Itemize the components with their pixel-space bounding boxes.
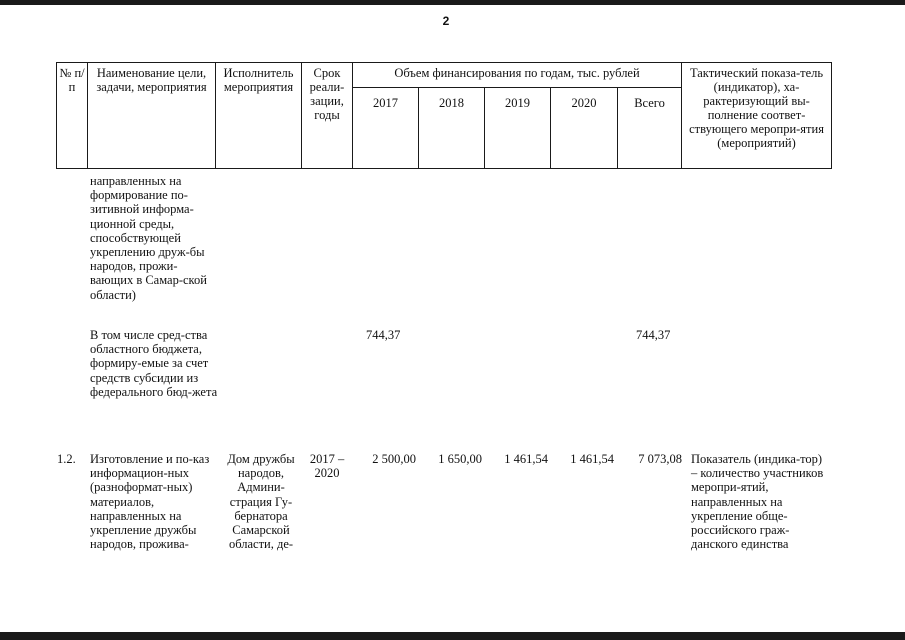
item-1-2-indicator: Показатель (индика-тор) – количество участников меропри-ятий, направленных на укрепление обще-российского граж-данского единства	[691, 452, 824, 552]
item-1-2-total: 7 073,08	[638, 452, 682, 466]
header-year-2018: 2018	[419, 88, 485, 169]
header-year-2019: 2019	[485, 88, 551, 169]
header-name: Наименование цели, задачи, мероприятия	[88, 63, 216, 169]
federal-subsidy-2017: 744,37	[366, 328, 401, 342]
federal-subsidy-total: 744,37	[636, 328, 671, 342]
item-1-2-2019: 1 461,54	[504, 452, 548, 466]
header-year-2020: 2020	[551, 88, 618, 169]
header-total: Всего	[618, 88, 682, 169]
header-term: Срок реали-зации, годы	[302, 63, 353, 169]
item-1-2-number: 1.2.	[57, 452, 76, 466]
header-number: № п/п	[57, 63, 88, 169]
continuation-name: направленных на формирование по-зитивной информа-ционной среды, способствующей укреплению друж-бы народов, прожи-вающих в Самар-ской области)	[90, 174, 207, 302]
item-1-2-2020: 1 461,54	[570, 452, 614, 466]
header-funding: Объем финансирования по годам, тыс. рублей	[353, 63, 682, 88]
header-indicator: Тактический показа-тель (индикатор), ха-рактеризующий вы-полнение соответ-ствующего меропри-ятия (мероприятий)	[682, 63, 832, 169]
item-1-2-term: 2017 – 2020	[309, 452, 345, 481]
item-1-2-2018: 1 650,00	[438, 452, 482, 466]
page-number: 2	[442, 14, 450, 28]
bottom-border-line	[0, 632, 905, 640]
header-year-2017: 2017	[353, 88, 419, 169]
item-1-2-name: Изготовление и по-каз информацион-ных (разноформат-ных) материалов, направленных на укрепление дружбы народов, прожива-	[90, 452, 210, 552]
item-1-2-executor: Дом дружбы народов, Админи-страция Гу-бернатора Самарской области, де-	[227, 452, 295, 552]
item-1-2-2017: 2 500,00	[372, 452, 416, 466]
federal-subsidy-name: В том числе сред-ства областного бюджета, формиру-емые за счет средств субсидии из федерального бюд-жета	[90, 328, 218, 399]
header-executor: Исполнитель мероприятия	[216, 63, 302, 169]
table-header	[56, 62, 832, 169]
top-border-line	[0, 0, 905, 5]
